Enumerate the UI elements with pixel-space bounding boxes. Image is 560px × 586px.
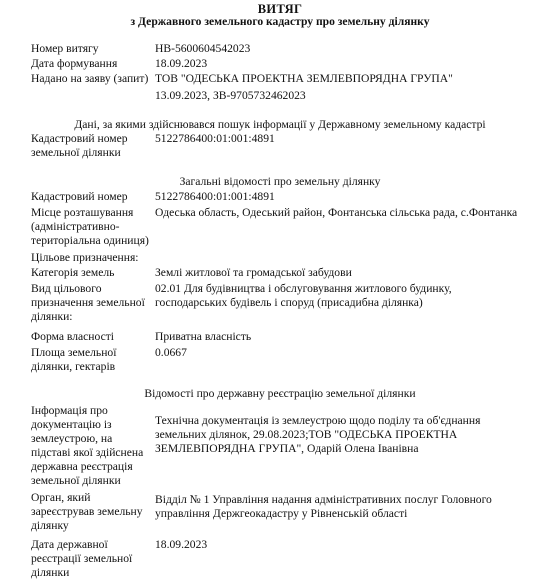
general-cadastral-label: Кадастровий номер [31,190,128,203]
location-label-1: Місце розташування [31,206,134,219]
search-cadastral-label [31,132,151,160]
purpose-type-value-2: господарських будівель і споруд (присадибна ділянка) [155,296,423,309]
issued-line-1: ТОВ "ОДЕСЬКА ПРОЕКТНА ЗЕМЛЕВПОРЯДНА ГРУПА" [155,72,453,85]
organ-label-3: ділянку [31,519,69,532]
location-label-3: територіальна одиниця) [31,234,149,247]
documentation-label-6: земельної ділянки [31,474,121,487]
registration-date-label-1: Дата державної [31,538,108,551]
documentation-label [31,404,151,488]
documentation-label-5: державна реєстрація [31,460,133,473]
organ-value-2: управління Держгеокадастру у Рівненській області [155,507,408,520]
issued-label: Надано на заяву (запит) [31,72,149,85]
location-label [31,206,151,248]
organ-label-1: Орган, який [31,491,91,504]
organ-label-2: зареєстрував земельну [31,505,143,518]
registration-heading: Відомості про державну реєстрацію земельної ділянки [144,387,416,400]
registration-date-value: 18.09.2023 [155,538,208,551]
general-cadastral-value: 5122786400:01:001:4891 [155,190,275,203]
category-label: Категорія земель [31,266,115,279]
registration-date-label-3: ділянки [31,566,70,579]
extract-number-value: НВ-5600604542023 [155,42,251,55]
purpose-label: Цільове призначення: [31,251,139,264]
ownership-label: Форма власності [31,330,115,343]
location-label-2: (адміністративно- [31,220,120,233]
purpose-type-label-1: Вид цільового [31,282,102,295]
purpose-type-label-2: призначення земельної [31,296,145,309]
area-label-2: ділянки, гектарів [31,360,116,373]
category-value: Землі житлової та громадської забудови [155,266,352,279]
document-subtitle: з Державного земельного кадастру про земельну ділянку [130,15,430,28]
area-label [31,346,151,374]
registration-date-label [31,538,151,580]
formation-date-label: Дата формування [31,57,118,70]
registration-date-label-2: реєстрації земельної [31,552,133,565]
ownership-value: Приватна власність [155,330,252,343]
search-cadastral-value: 5122786400:01:001:4891 [155,132,275,145]
purpose-type-value [155,282,545,310]
documentation-label-3: землеустрою, на [31,432,113,445]
area-value: 0.0667 [155,346,187,359]
general-heading: Загальні відомості про земельну ділянку [179,175,381,188]
search-cadastral-label-2: земельної ділянки [31,146,121,159]
documentation-label-4: підставі якої здійснена [31,446,144,459]
extract-number-label: Номер витягу [31,42,99,55]
documentation-value [155,414,545,456]
area-label-1: Площа земельної [31,346,117,359]
purpose-type-label [31,282,151,324]
issued-value [155,72,545,103]
search-cadastral-label-1: Кадастровий номер [31,132,128,145]
documentation-value-2: земельних ділянок, 29.08.2023;ТОВ "ОДЕСЬКА ПРОЕКТНА [155,428,458,441]
organ-value [155,493,545,521]
search-heading: Дані, за якими здійснювався пошук інформації у Державному земельному кадастрі [74,118,486,131]
purpose-type-label-3: ділянки: [31,310,73,323]
documentation-value-1: Технічна документація із землеустрою щодо поділу та об'єднання [155,414,481,427]
organ-label [31,491,151,533]
organ-value-1: Відділ № 1 Управління надання адміністративних послуг Головного [155,493,492,506]
formation-date-value: 18.09.2023 [155,57,208,70]
purpose-type-value-1: 02.01 Для будівництва і обслуговування житлового будинку, [155,282,452,295]
issued-line-2: 13.09.2023, ЗВ-9705732462023 [155,89,306,102]
documentation-value-3: ЗЕМЛЕВПОРЯДНА ГРУПА", Одарій Олена Іванівна [155,442,419,455]
document-title: ВИТЯГ [257,2,303,16]
documentation-label-1: Інформація про [31,404,108,417]
location-value: Одеська область, Одеський район, Фонтанська сільська рада, с.Фонтанка [155,206,518,219]
documentation-label-2: документацію із [31,418,112,431]
